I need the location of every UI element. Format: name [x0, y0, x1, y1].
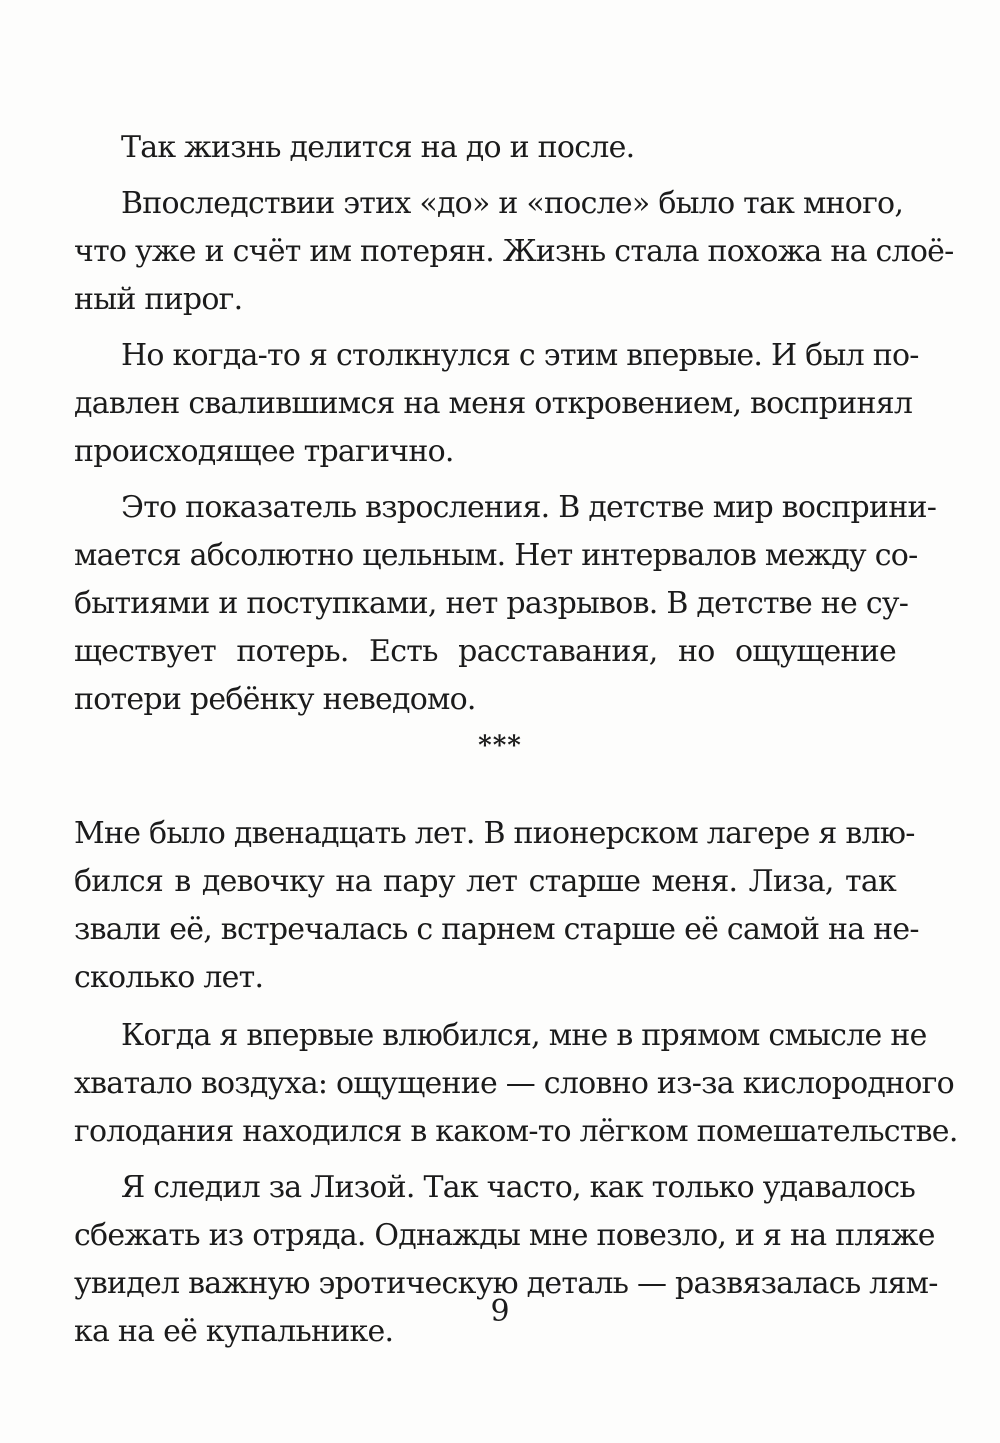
paragraph-line: потери ребёнку неведомо.	[74, 682, 476, 717]
paragraph-line: мается абсолютно цельным. Нет интервалов между со-	[74, 538, 918, 573]
paragraph-line: ществует потерь. Есть расставания, но ощущение	[74, 634, 896, 669]
paragraph-line: Это показатель взросления. В детстве мир восприни-	[121, 490, 937, 525]
paragraph-line: ный пирог.	[74, 282, 243, 317]
paragraph-line: происходящее трагично.	[74, 434, 454, 469]
paragraph-line: голодания находился в каком-то лёгком помешательстве.	[74, 1114, 958, 1149]
section-separator: ***	[478, 731, 522, 761]
paragraph-line: что уже и счёт им потерян. Жизнь стала похожа на слоё-	[74, 234, 954, 269]
paragraph-line: ка на её купальнике.	[74, 1314, 394, 1349]
page-number: 9	[490, 1294, 510, 1329]
paragraph-line: Я следил за Лизой. Так часто, как только удавалось	[121, 1170, 916, 1205]
paragraph-line: Впоследствии этих «до» и «после» было так много,	[121, 186, 904, 221]
paragraph-line: Когда я впервые влюбился, мне в прямом смысле не	[121, 1018, 927, 1053]
paragraph-line: хватало воздуха: ощущение — словно из-за кислородного	[74, 1066, 954, 1101]
paragraph-line: увидел важную эротическую деталь — развязалась лям-	[74, 1266, 938, 1301]
paragraph-line: звали её, встречалась с парнем старше её самой на не-	[74, 912, 919, 947]
paragraph-line: сколько лет.	[74, 960, 264, 995]
paragraph-line: Мне было двенадцать лет. В пионерском лагере я влю-	[74, 816, 915, 851]
paragraph-line: давлен свалившимся на меня откровением, воспринял	[74, 386, 913, 421]
paragraph-line: бытиями и поступками, нет разрывов. В детстве не су-	[74, 586, 909, 621]
paragraph-line: сбежать из отряда. Однажды мне повезло, и я на пляже	[74, 1218, 935, 1253]
paragraph-line: Так жизнь делится на до и после.	[121, 130, 635, 165]
paragraph-line: бился в девочку на пару лет старше меня. Лиза, так	[74, 864, 896, 899]
paragraph-line: Но когда-то я столкнулся с этим впервые. И был по-	[121, 338, 919, 373]
